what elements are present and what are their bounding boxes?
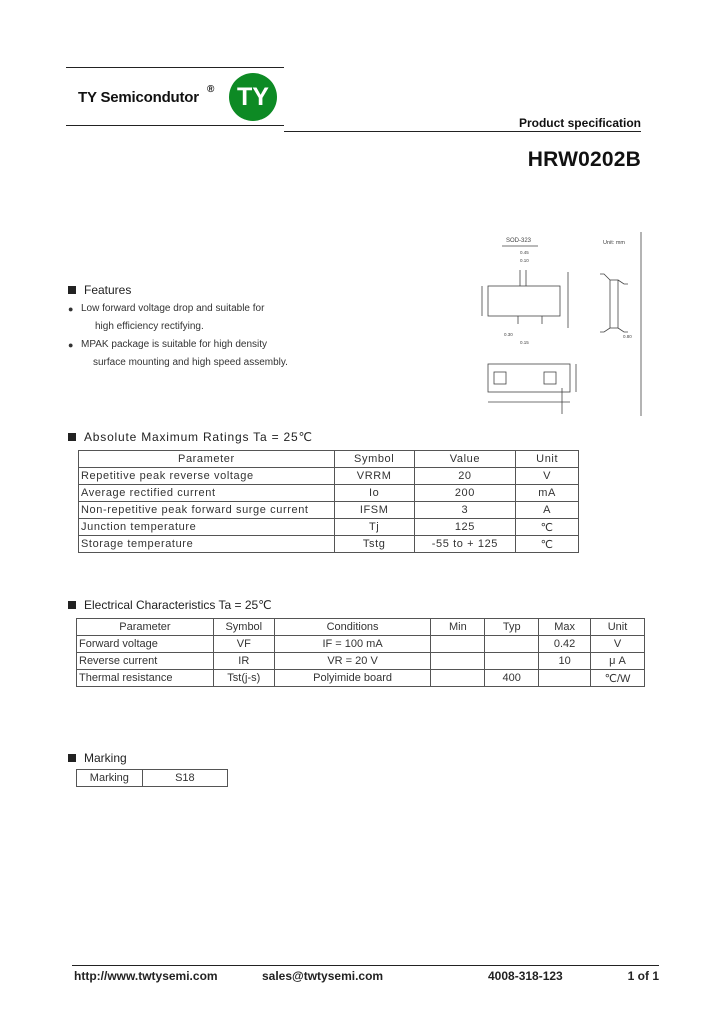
header-cell: Value [414,451,516,468]
table-cell: 10 [539,653,591,670]
table-row [79,536,579,553]
package-outline-svg [478,228,658,418]
marking-label: Marking [77,770,143,787]
table-cell [431,636,485,653]
header-cell: Typ [485,619,539,636]
header-right-rule [284,131,641,132]
footer-email[interactable]: sales@twtysemi.com [262,969,384,983]
table-cell: Tst(j-s) [213,670,274,687]
svg-text:0.10: 0.10 [520,258,529,263]
feature-bullet-icon: ● [68,340,74,350]
table-row [77,770,228,787]
table-cell: ℃/W [591,670,645,687]
table-cell: 20 [414,468,516,485]
table-cell: A [516,502,579,519]
feature-line: Low forward voltage drop and suitable for [81,303,265,314]
table-cell: V [516,468,579,485]
feature-bullet-icon: ● [68,304,74,314]
table-cell: mA [516,485,579,502]
table-row [79,468,579,485]
abs-max-title-text: Absolute Maximum Ratings Ta = 25℃ [84,430,313,444]
features-title-text: Features [84,283,132,297]
table-cell: Reverse current [77,653,214,670]
elec-char-title [68,598,272,612]
table-cell: Tj [334,519,414,536]
table-cell: Thermal resistance [77,670,214,687]
footer-rule [72,965,659,966]
feature-item [68,300,288,336]
table-row [79,485,579,502]
footer-page-number: 1 of 1 [627,969,659,983]
svg-text:0.15: 0.15 [520,340,529,345]
table-cell: Repetitive peak reverse voltage [79,468,335,485]
table-cell: -55 to + 125 [414,536,516,553]
table-cell: Junction temperature [79,519,335,536]
table-cell: VRRM [334,468,414,485]
registered-mark: ® [207,84,215,95]
table-cell [485,636,539,653]
header-cell: Unit [516,451,579,468]
header-cell: Parameter [79,451,335,468]
table-cell: 125 [414,519,516,536]
table-cell: 400 [485,670,539,687]
package-drawing [478,228,658,418]
feature-line: high efficiency rectifying. [95,321,204,332]
table-header-row [77,619,645,636]
table-cell: 0.42 [539,636,591,653]
svg-text:0.30: 0.30 [504,332,513,337]
svg-text:0.80: 0.80 [623,334,632,339]
svg-text:0.45: 0.45 [520,250,529,255]
marking-value: S18 [142,770,227,787]
logo-text: TY [237,82,269,111]
feature-line: MPAK package is suitable for high density [81,339,268,350]
header-cell: Parameter [77,619,214,636]
abs-max-title [68,430,313,444]
features-title [68,283,131,297]
table-cell [539,670,591,687]
header-cell: Min [431,619,485,636]
table-cell [485,653,539,670]
company-logo [229,73,277,121]
marking-title-text: Marking [84,751,127,765]
abs-max-table [78,450,579,553]
table-cell: Average rectified current [79,485,335,502]
table-row [79,502,579,519]
table-header-row [79,451,579,468]
table-cell [431,653,485,670]
product-specification: Product specification [518,116,641,130]
header-bottom-rule [66,125,284,126]
elec-char-title-text: Electrical Characteristics Ta = 25℃ [84,598,272,612]
header-cell: Symbol [213,619,274,636]
feature-line: surface mounting and high speed assembly. [93,357,288,368]
table-cell: V [591,636,645,653]
header-cell: Unit [591,619,645,636]
feature-item [68,336,288,372]
package-name-label: SOD-323 [506,238,532,244]
company-name: TY Semicondutor [78,89,199,106]
header-cell: Max [539,619,591,636]
table-cell: IR [213,653,274,670]
header-cell: Conditions [274,619,431,636]
table-cell: 200 [414,485,516,502]
table-cell: VF [213,636,274,653]
marking-title [68,751,127,765]
table-row [77,653,645,670]
table-cell: 3 [414,502,516,519]
features-bullet-square [68,286,76,294]
abs-max-bullet-square [68,433,76,441]
header-top-rule [66,67,284,68]
footer-website[interactable]: http://www.twtysemi.com [74,969,218,983]
table-cell: Polyimide board [274,670,431,687]
table-row [77,636,645,653]
part-number: HRW0202B [527,148,641,171]
table-cell: Storage temperature [79,536,335,553]
elec-char-bullet-square [68,601,76,609]
header-cell: Symbol [334,451,414,468]
table-cell: ℃ [516,519,579,536]
features-list [68,300,288,372]
table-cell: IFSM [334,502,414,519]
table-row [77,670,645,687]
unit-label: Unit: mm [603,240,625,246]
table-row [79,519,579,536]
table-cell: Tstg [334,536,414,553]
elec-char-table [76,618,645,687]
marking-bullet-square [68,754,76,762]
table-cell: IF = 100 mA [274,636,431,653]
table-cell: VR = 20 V [274,653,431,670]
table-cell: μ A [591,653,645,670]
table-cell: ℃ [516,536,579,553]
footer-phone: 4008-318-123 [488,969,563,983]
marking-table [76,769,228,787]
table-cell: Forward voltage [77,636,214,653]
table-cell: Non-repetitive peak forward surge current [79,502,335,519]
table-cell [431,670,485,687]
table-cell: Io [334,485,414,502]
